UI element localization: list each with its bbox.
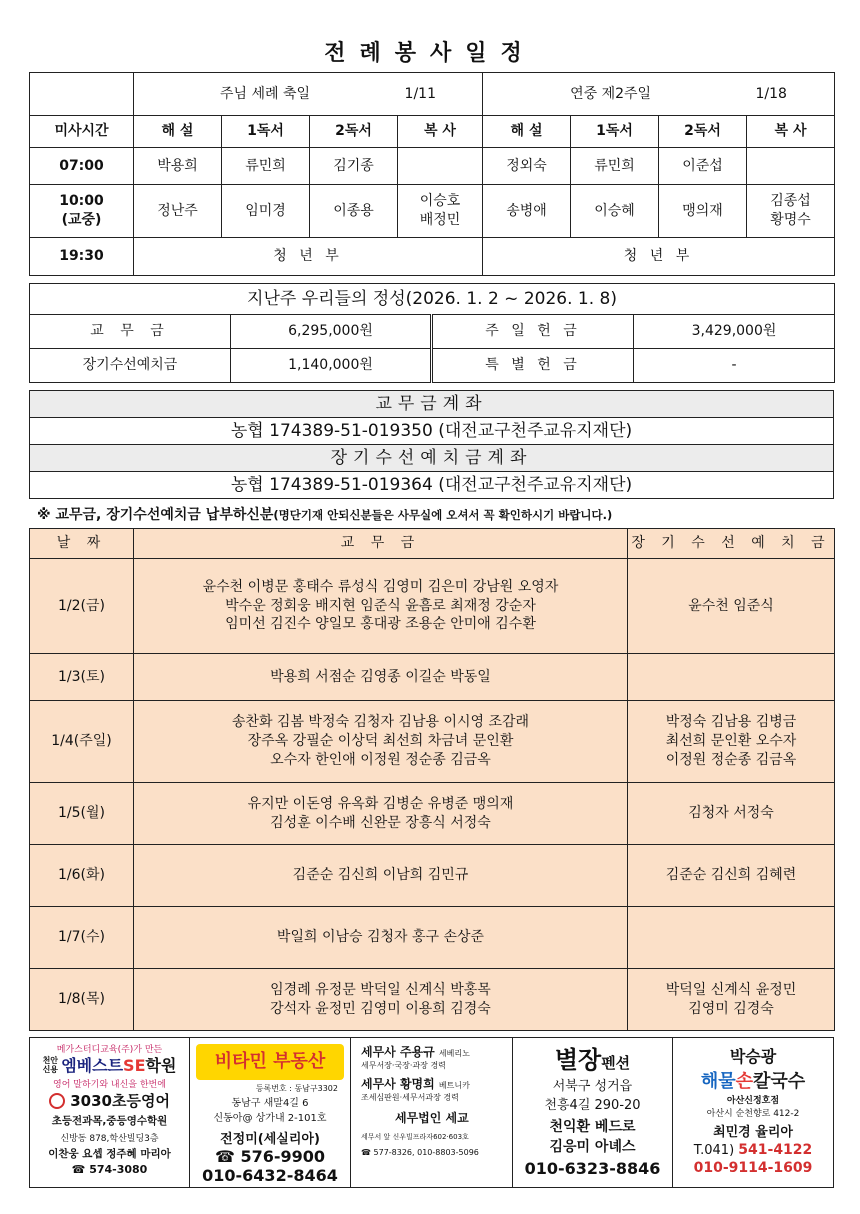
ad-academy bbox=[30, 1038, 190, 1187]
schedule-cell: 정외숙 bbox=[483, 148, 571, 185]
deposit-names bbox=[628, 654, 835, 701]
name-line: 장주옥 강필순 이상덕 최선희 차금녀 문인환 bbox=[247, 733, 514, 750]
ad-line: T.041) bbox=[693, 1143, 735, 1158]
ad-line: 이찬웅 요셉 정주혜 마리아 bbox=[48, 1147, 171, 1160]
ad-line: 해물 bbox=[700, 1071, 736, 1092]
name-line: 윤수천 이병문 홍태수 류성식 김영미 김은미 강남원 오영자 bbox=[202, 578, 559, 595]
name-line: 이정원 정순종 김금옥 bbox=[665, 751, 797, 768]
week2-date: 1/18 bbox=[755, 85, 787, 102]
gyomugeum-names bbox=[134, 783, 628, 845]
ad-line: 등록번호 : 동남구3302 bbox=[255, 1084, 338, 1093]
ad-line: 조세심판원·세무서과장 경력 bbox=[361, 1093, 459, 1102]
schedule-cell bbox=[398, 148, 483, 185]
deposit-names bbox=[628, 907, 835, 969]
account-header: 장기수선예치금계좌 bbox=[30, 445, 834, 472]
header-cell: 해 설 bbox=[134, 116, 222, 148]
ad-line: SE bbox=[123, 1055, 146, 1075]
ad-line: 별장 bbox=[554, 1045, 602, 1074]
name-line: 유지만 이돈영 유옥화 김병순 유병준 맹의재 bbox=[247, 795, 514, 812]
youth-cell: 청 년 부 bbox=[483, 238, 835, 276]
header-cell: 미사시간 bbox=[30, 116, 134, 148]
mass-time-main: 10:00 bbox=[59, 193, 104, 210]
notice-sub: (명단기재 안되신분들은 사무실에 오셔서 꼭 확인하시기 바랍니다.) bbox=[273, 508, 613, 522]
week1-date: 1/11 bbox=[404, 85, 436, 102]
payment-row bbox=[30, 969, 835, 1031]
gyomugeum-names bbox=[134, 654, 628, 701]
mass-time: 19:30 bbox=[30, 238, 134, 276]
name-line: 임경례 유정문 박덕일 신계식 박홍목 bbox=[270, 981, 491, 998]
offering-table bbox=[29, 283, 835, 383]
name-line: 윤수천 임준식 bbox=[688, 597, 774, 614]
ad-line: 칼국수 bbox=[753, 1071, 806, 1092]
ad-line: ☎ 576-9900 bbox=[214, 1147, 326, 1166]
schedule-cell: 맹의재 bbox=[659, 185, 747, 238]
ad-line: 세무서 앞 신우빌프라자602·603호 bbox=[361, 1133, 469, 1141]
gyomugeum-names bbox=[134, 969, 628, 1031]
ad-line: 010-6432-8464 bbox=[202, 1166, 338, 1185]
name-line: 김청자 서정숙 bbox=[688, 805, 774, 822]
name-line: 오수자 한인애 이정원 정순종 김금옥 bbox=[270, 751, 491, 768]
notice bbox=[37, 504, 837, 524]
mass-time: 07:00 bbox=[30, 148, 134, 185]
name-line: 김준순 김신희 이남희 김민규 bbox=[292, 867, 469, 884]
ad-line: ☎ 574-3080 bbox=[71, 1162, 148, 1176]
ad-line: 세무서장·국장·과장 경력 bbox=[361, 1061, 446, 1070]
ad-line: 신방동 878,학산빌딩3층 bbox=[60, 1133, 159, 1144]
name-line: 김성훈 이수배 신완문 장흥식 서정숙 bbox=[270, 814, 491, 831]
payment-row bbox=[30, 654, 835, 701]
payment-date: 1/5(월) bbox=[30, 783, 134, 845]
offering-label: 장기수선예치금 bbox=[30, 349, 231, 383]
ad-line: 펜션 bbox=[601, 1054, 631, 1072]
payment-row bbox=[30, 845, 835, 907]
server-name: 배정민 bbox=[419, 212, 461, 228]
account-table bbox=[29, 390, 834, 499]
week-header-row bbox=[30, 73, 835, 116]
schedule-cell: 이승혜 bbox=[571, 185, 659, 238]
ad-line: 비타민 부동산 bbox=[196, 1044, 344, 1080]
schedule-row bbox=[30, 148, 835, 185]
ad-line bbox=[673, 1067, 833, 1093]
week1-header bbox=[134, 73, 483, 116]
offering-value: 6,295,000원 bbox=[231, 315, 432, 349]
account-number: 농협 174389-51-019350 (대전교구천주교유지재단) bbox=[30, 418, 834, 445]
payment-date: 1/2(금) bbox=[30, 559, 134, 654]
ad-line: 010-6323-8846 bbox=[524, 1159, 661, 1178]
name-line: 박정숙 김남용 김병금 bbox=[665, 714, 797, 731]
youth-cell: 청 년 부 bbox=[134, 238, 483, 276]
ad-line: 010-9114-1609 bbox=[693, 1160, 813, 1176]
schedule-cell: 이준섭 bbox=[659, 148, 747, 185]
payment-date: 1/3(토) bbox=[30, 654, 134, 701]
ad-line: 박승광 bbox=[729, 1047, 777, 1066]
header-cell: 1독서 bbox=[571, 116, 659, 148]
schedule-cell: 김기종 bbox=[310, 148, 398, 185]
ad-line: 전정미(세실리아) bbox=[220, 1132, 320, 1147]
week1-name: 주님 세례 축일 bbox=[220, 85, 311, 102]
name-line: 박수운 정회웅 배지현 임준식 윤흠로 최재정 강순자 bbox=[225, 597, 536, 614]
academy-name bbox=[30, 1057, 189, 1075]
schedule-row bbox=[30, 238, 835, 276]
ad-line: 아산시 순천향로 412-2 bbox=[706, 1109, 800, 1119]
header-cell: 1독서 bbox=[222, 116, 310, 148]
ad-line: 세베리노 bbox=[438, 1049, 470, 1058]
ad-line: 동남구 새말4길 6 bbox=[231, 1098, 309, 1109]
name-line: 김준순 김신희 김혜련 bbox=[665, 867, 797, 884]
ad-line: ☎ 577-8326, 010-8803-5096 bbox=[361, 1148, 479, 1157]
schedule-cell bbox=[398, 185, 483, 238]
header-cell: 2독서 bbox=[659, 116, 747, 148]
schedule-row bbox=[30, 185, 835, 238]
name-line: 임미선 김진수 양일모 홍대광 조용순 안미애 김수환 bbox=[225, 616, 536, 633]
payment-date: 1/8(목) bbox=[30, 969, 134, 1031]
offering-value: 1,140,000원 bbox=[231, 349, 432, 383]
ad-line: 세무사 주용규 bbox=[361, 1045, 435, 1059]
header-cell: 교 무 금 bbox=[134, 529, 628, 559]
ad-line: 김응미 아녜스 bbox=[549, 1139, 636, 1155]
deposit-names bbox=[628, 783, 835, 845]
payment-header-row bbox=[30, 529, 835, 559]
name-line: 송찬화 김봄 박정숙 김청자 김남용 이시영 조감래 bbox=[231, 714, 530, 731]
ad-pension bbox=[513, 1038, 673, 1187]
deposit-names bbox=[628, 969, 835, 1031]
ad-banner-row bbox=[29, 1037, 834, 1188]
payment-row bbox=[30, 907, 835, 969]
payment-date: 1/7(수) bbox=[30, 907, 134, 969]
ad-line: 영어 말하기와 내신을 한번에 bbox=[53, 1079, 166, 1090]
payment-date: 1/6(화) bbox=[30, 845, 134, 907]
mass-time-sub: (교중) bbox=[61, 212, 102, 228]
week2-name: 연중 제2주일 bbox=[570, 85, 652, 102]
liturgy-schedule-table bbox=[29, 72, 835, 276]
name-line: 김영미 김경숙 bbox=[688, 1000, 774, 1017]
ad-line: 천흥4길 290-20 bbox=[544, 1098, 641, 1113]
deposit-names bbox=[628, 701, 835, 783]
payment-row bbox=[30, 559, 835, 654]
payment-row bbox=[30, 701, 835, 783]
mass-time bbox=[30, 185, 134, 238]
header-cell: 장 기 수 선 예 치 금 bbox=[628, 529, 835, 559]
ad-line: 3030초등영어 bbox=[70, 1091, 170, 1110]
gyomugeum-names bbox=[134, 701, 628, 783]
name-line: 박일희 이남승 김청자 홍구 손상준 bbox=[276, 929, 485, 946]
ad-line: 신동아@ 상가내 2-101호 bbox=[213, 1113, 327, 1124]
payment-row bbox=[30, 783, 835, 845]
name-line: 박용희 서점순 김영종 이길순 박동일 bbox=[270, 668, 491, 685]
gyomugeum-names bbox=[134, 845, 628, 907]
ad-line bbox=[361, 1075, 512, 1092]
payment-date: 1/4(주일) bbox=[30, 701, 134, 783]
name-line: 최선희 문인환 오수자 bbox=[665, 733, 797, 750]
schedule-cell: 류민희 bbox=[222, 148, 310, 185]
ad-line: 초등전과목,중등영수학원 bbox=[51, 1114, 168, 1127]
ad-line: 베트니카 bbox=[438, 1081, 470, 1090]
schedule-cell: 이종용 bbox=[310, 185, 398, 238]
offering-title: 지난주 우리들의 정성(2026. 1. 2 ~ 2026. 1. 8) bbox=[30, 284, 835, 315]
week2-header bbox=[483, 73, 835, 116]
ad-line: 신용 bbox=[42, 1064, 59, 1074]
header-cell: 해 설 bbox=[483, 116, 571, 148]
schedule-cell bbox=[747, 148, 835, 185]
offering-value: 3,429,000원 bbox=[634, 315, 835, 349]
offering-label: 교 무 금 bbox=[30, 315, 231, 349]
ad-line: 천안 bbox=[42, 1056, 59, 1065]
offering-label: 주 일 헌 금 bbox=[432, 315, 634, 349]
ad-line: 최민경 율리아 bbox=[713, 1125, 793, 1140]
payment-table bbox=[29, 528, 835, 1031]
offering-value: - bbox=[634, 349, 835, 383]
corner-cell bbox=[30, 73, 134, 116]
ad-tax bbox=[351, 1038, 513, 1187]
ad-line: 메가스터디교육(주)가 만든 bbox=[56, 1045, 163, 1055]
ad-line bbox=[673, 1142, 833, 1158]
account-number: 농협 174389-51-019364 (대전교구천주교유지재단) bbox=[30, 472, 834, 499]
schedule-cell: 정난주 bbox=[134, 185, 222, 238]
account-header: 교무금계좌 bbox=[30, 391, 834, 418]
academy-location bbox=[43, 1057, 58, 1075]
page-title: 전례봉사일정 bbox=[324, 41, 536, 66]
ad-line: 서북구 성거읍 bbox=[552, 1079, 633, 1094]
ad-realestate bbox=[190, 1038, 351, 1187]
name-line: 박덕일 신계식 윤정민 bbox=[665, 981, 797, 998]
ad-line: 세무법인 세교 bbox=[395, 1111, 469, 1125]
offering-label: 특 별 헌 금 bbox=[432, 349, 634, 383]
deposit-names bbox=[628, 559, 835, 654]
deposit-names bbox=[628, 845, 835, 907]
name-line: 강석자 윤정민 김영미 이용희 김경숙 bbox=[270, 1000, 491, 1017]
ad-line: 학원 bbox=[145, 1055, 177, 1075]
server-name: 김종섭 bbox=[770, 193, 811, 210]
gyomugeum-names bbox=[134, 559, 628, 654]
server-name: 황명수 bbox=[770, 212, 811, 228]
ad-line: 541-4122 bbox=[738, 1142, 813, 1158]
ad-line: 천익환 베드로 bbox=[549, 1119, 636, 1135]
ad-line bbox=[513, 1040, 672, 1075]
header-cell: 복 사 bbox=[398, 116, 483, 148]
header-cell: 복 사 bbox=[747, 116, 835, 148]
ad-line: 엠베스트 bbox=[61, 1055, 124, 1075]
schedule-cell: 임미경 bbox=[222, 185, 310, 238]
ad-line: 아산신정호점 bbox=[726, 1096, 780, 1106]
logo-icon bbox=[49, 1093, 65, 1109]
server-name: 이승호 bbox=[419, 193, 461, 210]
header-cell: 날 짜 bbox=[30, 529, 134, 559]
ad-line bbox=[30, 1090, 189, 1111]
notice-main: ※ 교무금, 장기수선예치금 납부하신분 bbox=[37, 507, 274, 523]
role-header-row bbox=[30, 116, 835, 148]
ad-restaurant bbox=[673, 1038, 833, 1187]
gyomugeum-names bbox=[134, 907, 628, 969]
schedule-cell bbox=[747, 185, 835, 238]
schedule-cell: 송병애 bbox=[483, 185, 571, 238]
ad-line: 손 bbox=[735, 1071, 753, 1092]
header-cell: 2독서 bbox=[310, 116, 398, 148]
schedule-cell: 박용희 bbox=[134, 148, 222, 185]
ad-line bbox=[361, 1043, 512, 1060]
schedule-cell: 류민희 bbox=[571, 148, 659, 185]
ad-line: 세무사 황명희 bbox=[361, 1077, 435, 1091]
